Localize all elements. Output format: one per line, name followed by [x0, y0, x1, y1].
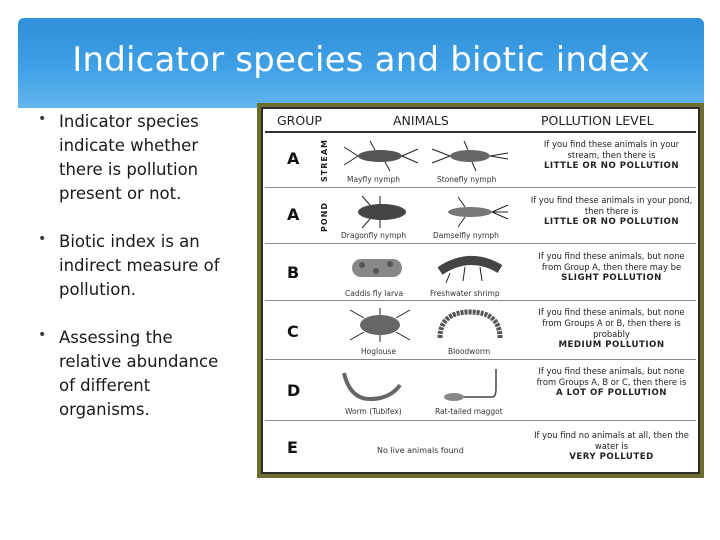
pollution-text: If you find these animals in your stream, then there is	[543, 139, 680, 160]
rat-tailed-maggot-icon	[430, 369, 510, 403]
animal-caption: Bloodworm	[448, 347, 491, 356]
hoglouse-icon	[340, 308, 420, 342]
group-letter: B	[287, 263, 300, 282]
animal-caption: Rat-tailed maggot	[435, 407, 503, 416]
pollution-text: If you find these animals, but none from Groups A or B, then there is probably	[538, 307, 685, 339]
habitat-label: POND	[320, 202, 329, 232]
animal-caption: Stonefly nymph	[437, 175, 497, 184]
bullet-list	[36, 110, 236, 446]
title-banner	[18, 18, 704, 108]
tubifex-worm-icon	[340, 369, 420, 403]
animal-caption: Freshwater shrimp	[430, 289, 500, 298]
habitat-label: STREAM	[320, 139, 329, 183]
bullet-marker-icon: •	[38, 231, 47, 247]
header-pollution-level: POLLUTION LEVEL	[541, 113, 654, 128]
bullet-text: Biotic index is an indirect measure of pollution.	[59, 232, 220, 299]
table-row	[265, 189, 696, 244]
bullet-text: Assessing the relative abundance of different organisms.	[59, 328, 219, 419]
biotic-index-table-image	[257, 103, 704, 478]
group-letter: A	[287, 205, 300, 224]
group-letter: A	[287, 149, 300, 168]
dragonfly-nymph-icon	[340, 195, 420, 229]
table-row	[265, 245, 696, 301]
header-animals: ANIMALS	[393, 113, 449, 128]
bullet-item	[36, 326, 236, 422]
bullet-text: Indicator species indicate whether there is pollution present or not.	[59, 112, 199, 203]
pollution-level: LITTLE OR NO POLLUTION	[543, 161, 680, 171]
group-letter: E	[287, 438, 298, 457]
group-letter: D	[287, 381, 301, 400]
animal-caption: Worm (Tubifex)	[345, 407, 402, 416]
table-row	[265, 422, 696, 474]
animal-caption: Mayfly nymph	[347, 175, 401, 184]
caddis-fly-larva-icon	[340, 251, 420, 285]
bullet-marker-icon: •	[38, 327, 47, 343]
pollution-text: If you find these animals, but none from Group A, then there may be	[538, 251, 685, 272]
bullet-marker-icon: •	[38, 111, 47, 127]
freshwater-shrimp-icon	[430, 251, 510, 285]
pollution-level: SLIGHT POLLUTION	[561, 273, 662, 283]
animal-caption: Hoglouse	[361, 347, 396, 356]
pollution-level: VERY POLLUTED	[569, 452, 654, 462]
table-row	[265, 133, 696, 188]
pollution-text: If you find no animals at all, then the water is	[534, 430, 689, 451]
animal-caption: Damselfly nymph	[433, 231, 499, 240]
animal-caption: Caddis fly larva	[345, 289, 404, 298]
pollution-level: LITTLE OR NO POLLUTION	[543, 217, 680, 227]
stonefly-nymph-icon	[430, 139, 510, 173]
pollution-description	[529, 307, 694, 351]
bloodworm-icon	[430, 308, 510, 342]
table-row	[265, 302, 696, 360]
pollution-text: If you find these animals, but none from Groups A, B or C, then there is	[536, 366, 687, 387]
pollution-description	[529, 366, 694, 399]
pollution-description	[529, 195, 694, 228]
bullet-item	[36, 110, 236, 206]
group-letter: C	[287, 322, 299, 341]
no-animals-caption: No live animals found	[377, 446, 464, 455]
slide-title: Indicator species and biotic index	[72, 40, 650, 80]
animal-caption: Dragonfly nymph	[341, 231, 407, 240]
biotic-index-table	[261, 107, 700, 474]
damselfly-nymph-icon	[430, 195, 510, 229]
header-group: GROUP	[277, 113, 322, 128]
pollution-description	[529, 251, 694, 284]
mayfly-nymph-icon	[340, 139, 420, 173]
bullet-item	[36, 230, 236, 302]
pollution-level: MEDIUM POLLUTION	[558, 340, 665, 350]
pollution-description	[529, 430, 694, 463]
pollution-text: If you find these animals in your pond, then there is	[530, 195, 693, 216]
pollution-level: A LOT OF POLLUTION	[556, 388, 667, 398]
pollution-description	[529, 139, 694, 172]
table-row	[265, 361, 696, 421]
